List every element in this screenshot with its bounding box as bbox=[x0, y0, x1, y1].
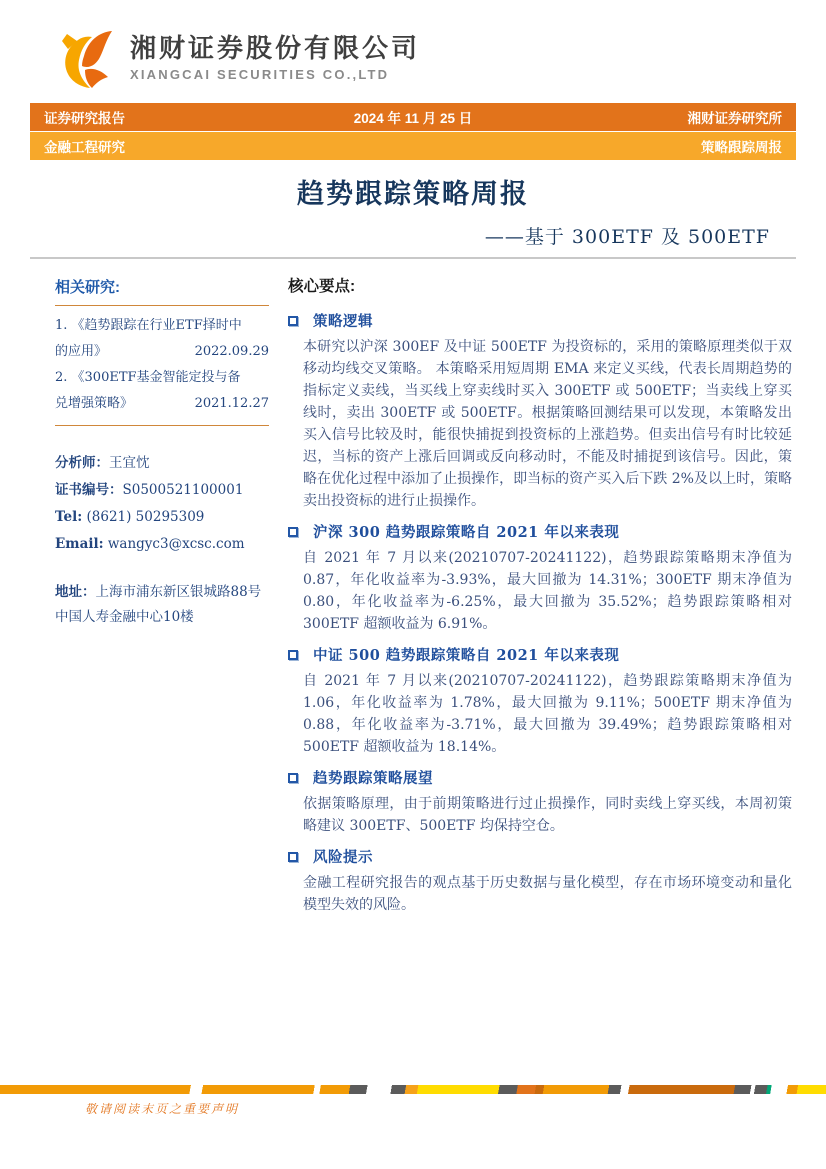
related-research-list bbox=[55, 313, 269, 417]
related-research-item bbox=[55, 365, 269, 417]
company-name-cn: 湘财证券股份有限公司 bbox=[130, 33, 421, 64]
address-value-line1: 上海市浦东新区银城路88号 bbox=[95, 584, 262, 600]
brand-header bbox=[54, 26, 420, 90]
main-content bbox=[288, 274, 792, 925]
footer-decorative-stripe bbox=[0, 1085, 826, 1094]
section-outlook bbox=[288, 767, 792, 837]
analyst-label: 分析师： bbox=[55, 455, 109, 471]
related-item-title-line2: 的应用》 bbox=[55, 344, 108, 359]
brand-names bbox=[130, 34, 420, 82]
email-row bbox=[55, 531, 269, 558]
report-date: 2024 年 11 月 25 日 bbox=[353, 111, 473, 126]
square-bullet-icon bbox=[288, 527, 298, 537]
address-line2: 中国人寿金融中心10楼 bbox=[55, 609, 194, 625]
related-item-date: 2022.09.29 bbox=[194, 344, 269, 359]
header-divider bbox=[30, 257, 796, 259]
address-info bbox=[55, 580, 269, 630]
tel-number: (8621) 50295309 bbox=[86, 509, 205, 525]
related-research-heading: 相关研究: bbox=[55, 279, 120, 296]
section-csi500-performance bbox=[288, 644, 792, 758]
sidebar-divider-top bbox=[55, 305, 269, 306]
email-label: Email: bbox=[55, 536, 104, 552]
section-title: 沪深 300 趋势跟踪策略自 2021 年以来表现 bbox=[313, 524, 620, 541]
footer-disclaimer: 敬请阅读末页之重要声明 bbox=[85, 1102, 240, 1116]
cert-row bbox=[55, 477, 269, 504]
section-risk-warning bbox=[288, 846, 792, 916]
company-name-en: XIANGCAI SECURITIES CO.,LTD bbox=[130, 66, 390, 82]
cert-label: 证书编号： bbox=[55, 482, 123, 498]
analyst-info bbox=[55, 450, 269, 558]
related-item-title-line2: 兑增强策略》 bbox=[55, 396, 134, 411]
research-field-label: 金融工程研究 bbox=[44, 140, 125, 155]
address-line1 bbox=[55, 580, 269, 605]
tel-label: Tel: bbox=[55, 509, 83, 525]
email-address: wangyc3@xcsc.com bbox=[107, 536, 245, 552]
related-research-item bbox=[55, 313, 269, 365]
section-body: 自 2021 年 7 月以来(20210707-20241122)，趋势跟踪策略期末净值为 1.06，年化收益率为 1.78%，最大回撤为 9.11%；500ETF 期末净值为 0.88，年化收益率为-3.71%，最大回撤为 39.49%；趋势跟踪策略相对 500ETF 超额收益为 18.14%。 bbox=[303, 673, 792, 755]
square-bullet-icon bbox=[288, 773, 298, 783]
report-type-label: 证券研究报告 bbox=[44, 111, 125, 126]
analyst-row bbox=[55, 450, 269, 477]
section-body: 金融工程研究报告的观点基于历史数据与量化模型，存在市场环境变动和量化模型失效的风险。 bbox=[303, 875, 792, 913]
section-title: 中证 500 趋势跟踪策略自 2021 年以来表现 bbox=[313, 647, 620, 664]
section-body: 自 2021 年 7 月以来(20210707-20241122)，趋势跟踪策略期末净值为 0.87，年化收益率为-3.93%，最大回撤为 14.31%；300ETF 期末净值为 0.80，年化收益率为-6.25%，最大回撤为 35.52%；趋势跟踪策略相对 300ETF 超额收益为 6.91%。 bbox=[303, 550, 792, 632]
section-title: 风险提示 bbox=[313, 849, 373, 866]
xiangcai-logo-icon bbox=[54, 26, 118, 90]
related-item-date: 2021.12.27 bbox=[194, 396, 269, 411]
tel-row bbox=[55, 504, 269, 531]
sidebar-divider-bottom bbox=[55, 425, 269, 426]
section-hs300-performance bbox=[288, 521, 792, 635]
section-title: 策略逻辑 bbox=[313, 313, 373, 330]
sidebar bbox=[55, 276, 269, 630]
analyst-name: 王宜忱 bbox=[109, 455, 150, 471]
related-item-title-line1: 2. 《300ETF基金智能定投与备 bbox=[55, 370, 241, 385]
cert-number: S0500521100001 bbox=[122, 482, 244, 498]
address-label: 地址： bbox=[55, 584, 96, 600]
related-item-title-line1: 1. 《趋势跟踪在行业ETF择时中 bbox=[55, 318, 242, 333]
square-bullet-icon bbox=[288, 852, 298, 862]
square-bullet-icon bbox=[288, 650, 298, 660]
square-bullet-icon bbox=[288, 316, 298, 326]
section-title: 趋势跟踪策略展望 bbox=[313, 770, 433, 787]
report-title: 趋势跟踪策略周报 bbox=[297, 179, 529, 209]
report-meta-bar bbox=[30, 103, 796, 131]
section-body: 依据策略原理，由于前期策略进行过止损操作，同时卖线上穿买线，本周初策略建议 300ETF、500ETF 均保持空仓。 bbox=[303, 796, 792, 834]
core-points-heading: 核心要点: bbox=[288, 278, 356, 295]
research-institute-label: 湘财证券研究所 bbox=[687, 111, 782, 126]
section-strategy-logic bbox=[288, 310, 792, 512]
section-body: 本研究以沪深 300EF 及中证 500ETF 为投资标的，采用的策略原理类似于双移动均线交叉策略。 本策略采用短周期 EMA 来定义买线，代表长周期趋势的指标定义卖线，当买线上穿卖线时买入 300ETF 或 500ETF；当卖线上穿买线时，卖出 300ETF 或 500ETF。根据策略回测结果可以发现，本策略发出买入信号比较及时，能很快捕捉到投资标的上涨趋势。但卖出信号有时比较延迟，当标的资产上涨后回调或反向移动时，不能及时捕捉到该信号。因此，策略在优化过程中添加了止损操作，即当标的资产买入后下跌 2%及以上时，策略卖出投资标的进行止损操作。 bbox=[303, 339, 792, 509]
report-series-label: 策略跟踪周报 bbox=[701, 140, 782, 155]
report-category-bar bbox=[30, 132, 796, 160]
report-subtitle: ——基于 300ETF 及 500ETF bbox=[484, 226, 770, 248]
